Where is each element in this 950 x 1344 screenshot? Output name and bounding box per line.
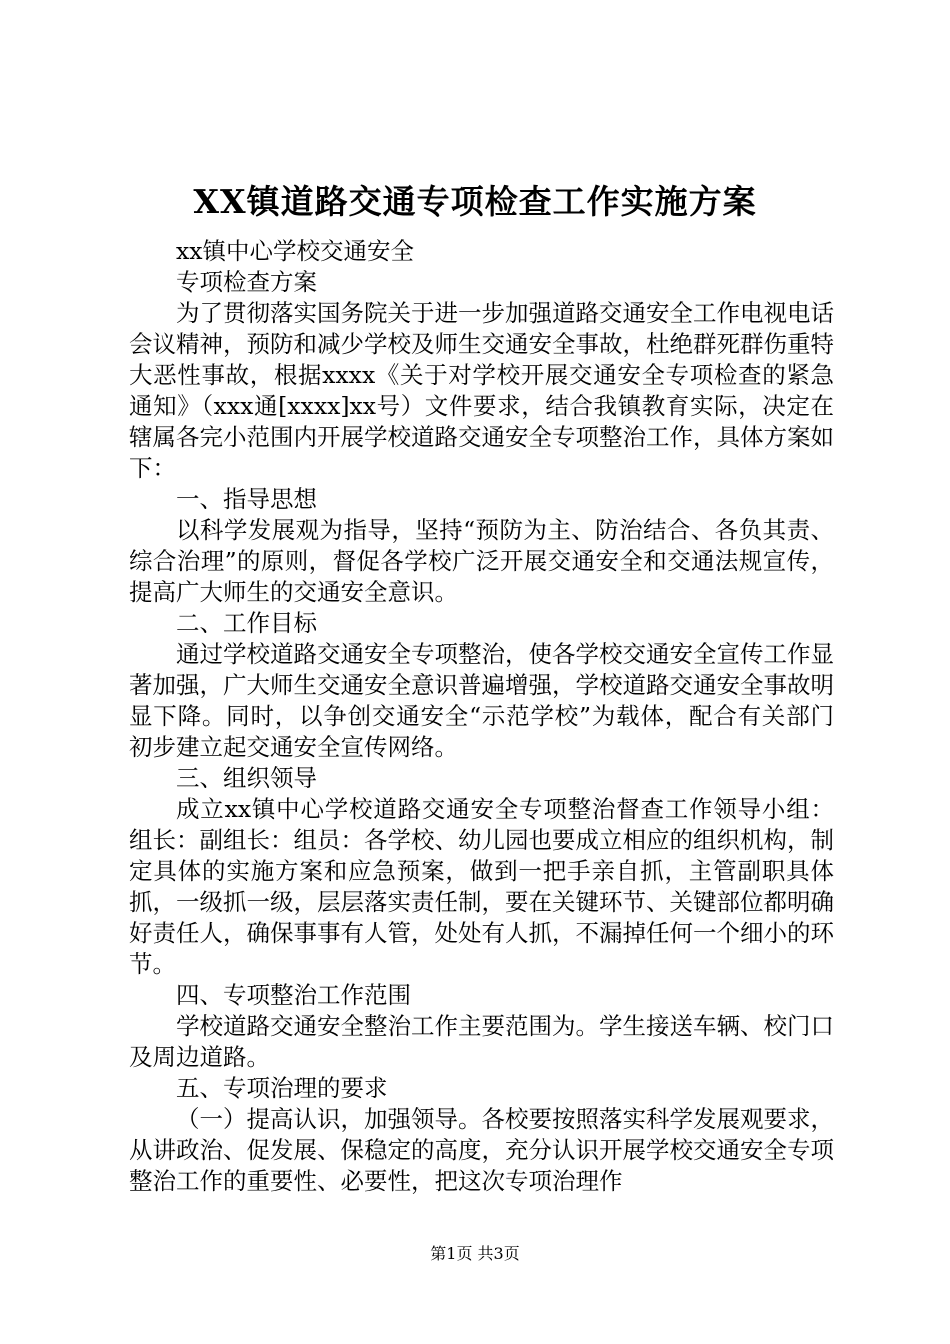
paragraph-section-5-1: （一）提高认识，加强领导。各校要按照落实科学发展观要求，从讲政治、促发展、保稳定的高度，充分认识开展学校交通安全专项整治工作的重要性、必要性，把这次专项治理作 <box>129 1105 834 1195</box>
paragraph-subtitle-2: 专项检查方案 <box>176 268 317 296</box>
document-title: XX镇道路交通专项检查工作实施方案 <box>193 182 757 221</box>
section-heading-5: 五、专项治理的要求 <box>176 1074 388 1102</box>
paragraph-section-2: 通过学校道路交通安全专项整治，使各学校交通安全宣传工作显著加强，广大师生交通安全意识普遍增强，学校道路交通安全事故明显下降。同时，以争创交通安全“示范学校”为载体，配合有关部门初步建立起交通安全宣传网络。 <box>129 640 834 761</box>
paragraph-section-3: 成立xx镇中心学校道路交通安全专项整治督查工作领导小组：组长：副组长：组员：各学校、幼儿园也要成立相应的组织机构，制定具体的实施方案和应急预案，做到一把手亲自抓，主管副职具体抓，一级抓一级，层层落实责任制，要在关键环节、关键部位都明确好责任人，确保事事有人管，处处有人抓，不漏掉任何一个细小的环节。 <box>129 795 834 978</box>
section-heading-3: 三、组织领导 <box>176 764 317 792</box>
section-heading-2: 二、工作目标 <box>176 609 317 637</box>
section-heading-1: 一、指导思想 <box>176 485 317 513</box>
paragraph-intro: 为了贯彻落实国务院关于进一步加强道路交通安全工作电视电话会议精神，预防和减少学校及师生交通安全事故，杜绝群死群伤重特大恶性事故，根据xxxx《关于对学校开展交通安全专项检查的紧急通知》（xxx通[xxxx]xx号）文件要求，结合我镇教育实际，决定在辖属各完小范围内开展学校道路交通安全专项整治工作，具体方案如下： <box>129 299 834 482</box>
paragraph-subtitle-1: xx镇中心学校交通安全 <box>176 237 415 265</box>
paragraph-section-4: 学校道路交通安全整治工作主要范围为。学生接送车辆、校门口及周边道路。 <box>129 1012 834 1071</box>
paragraph-section-1: 以科学发展观为指导，坚持“预防为主、防治结合、各负其责、综合治理”的原则，督促各学校广泛开展交通安全和交通法规宣传，提高广大师生的交通安全意识。 <box>129 516 834 606</box>
document-body <box>129 236 834 1197</box>
section-heading-4: 四、专项整治工作范围 <box>176 981 411 1009</box>
page-number-footer: 第1页 共3页 <box>430 1244 520 1263</box>
